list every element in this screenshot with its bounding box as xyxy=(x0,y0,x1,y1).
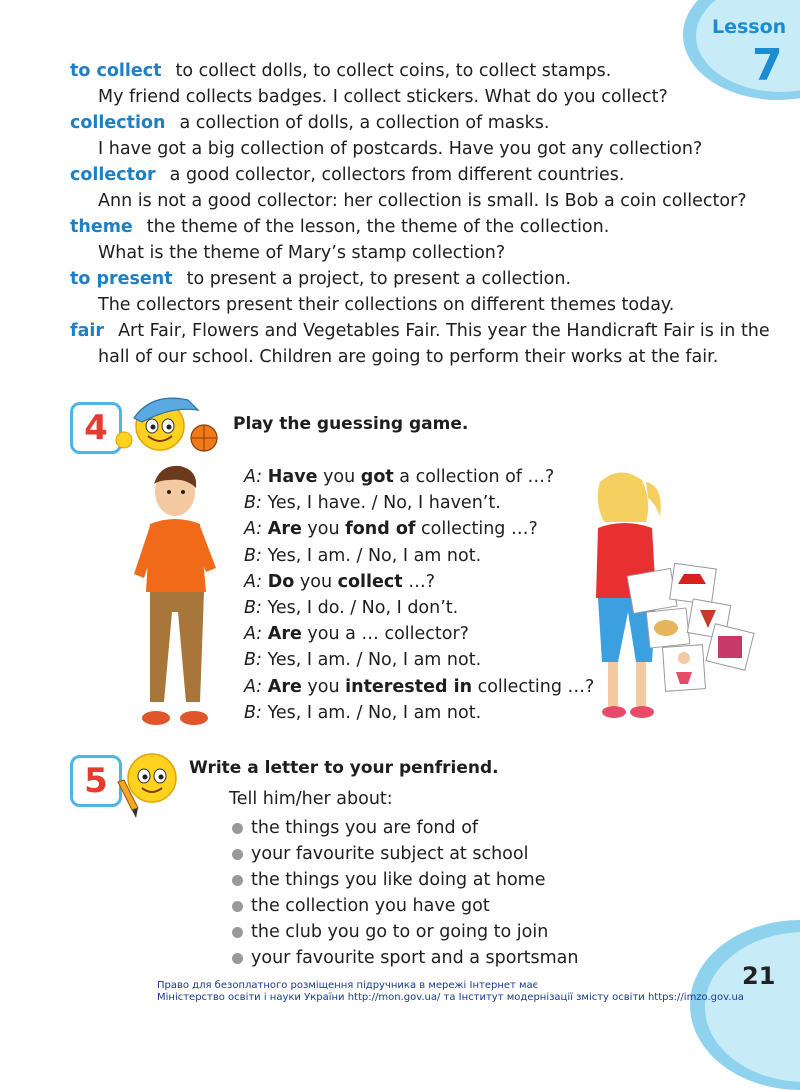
bullet-dot xyxy=(232,927,243,938)
task-5-number: 5 xyxy=(70,755,122,807)
dialog-line xyxy=(244,674,594,700)
vocab-definition: a collection of dolls, a collection of masks. xyxy=(179,113,550,133)
dialog-speaker: A: xyxy=(244,624,263,645)
smiley-pencil-icon xyxy=(112,748,184,820)
dialog-line xyxy=(244,516,594,542)
dialog-keyword: Are xyxy=(267,676,302,697)
dialog-text: you xyxy=(317,467,361,487)
dialog-line xyxy=(244,595,594,621)
vocab-example: I have got a big collection of postcards. Have you got any collection? xyxy=(98,139,703,159)
guessing-game-dialog xyxy=(244,464,594,726)
letter-topic-item xyxy=(232,815,579,841)
dialog-speaker: A: xyxy=(244,676,263,697)
bullet-dot xyxy=(232,823,243,834)
vocab-definition: to present a project, to present a collection. xyxy=(186,269,572,289)
vocabulary-list xyxy=(70,58,770,370)
dialog-text: you xyxy=(294,571,338,592)
letter-topic-item xyxy=(232,867,579,893)
footer-line-1: Право для безоплатного розміщення підручника в мережі Інтернет має xyxy=(157,980,539,991)
dialog-line xyxy=(244,464,594,490)
vocab-example: What is the theme of Mary’s stamp collection? xyxy=(98,243,506,263)
letter-topic-item xyxy=(232,893,579,919)
vocab-definition: Art Fair, Flowers and Vegetables Fair. This year the Handicraft Fair is in the xyxy=(118,321,770,341)
task-5-title: Write a letter to your penfriend. xyxy=(189,758,499,778)
vocab-example: Ann is not a good collector: her collection is small. Is Bob a coin collector? xyxy=(98,191,747,211)
vocab-entry xyxy=(70,214,770,240)
dialog-keyword: collect xyxy=(337,571,403,592)
letter-topics-list xyxy=(232,815,579,971)
dialog-speaker: A: xyxy=(244,571,263,592)
dialog-line xyxy=(244,490,594,516)
vocab-example: My friend collects badges. I collect stickers. What do you collect? xyxy=(98,87,668,107)
dialog-text: collecting …? xyxy=(415,519,538,540)
letter-topic-item xyxy=(232,945,579,971)
dialog-line xyxy=(244,621,594,647)
vocab-entry xyxy=(70,110,770,136)
letter-topic-text: the collection you have got xyxy=(251,896,490,916)
bullet-dot xyxy=(232,875,243,886)
dialog-keyword: got xyxy=(360,467,394,487)
bullet-dot xyxy=(232,901,243,912)
dialog-text: Yes, I am. / No, I am not. xyxy=(267,545,482,566)
dialog-keyword: Have xyxy=(267,467,318,487)
letter-topic-text: your favourite subject at school xyxy=(251,844,529,864)
vocab-example: The collectors present their collections on different themes today. xyxy=(98,295,675,315)
dialog-text: you xyxy=(301,676,346,697)
task-5-intro: Tell him/her about: xyxy=(229,789,393,809)
dialog-speaker: B: xyxy=(244,598,262,619)
bullet-dot xyxy=(232,849,243,860)
dialog-text: Yes, I am. / No, I am not. xyxy=(267,702,482,723)
dialog-text: …? xyxy=(402,571,435,592)
vocab-term: to present xyxy=(70,269,173,289)
bullet-dot xyxy=(232,953,243,964)
dialog-speaker: B: xyxy=(244,702,262,723)
vocab-example: hall of our school. Children are going to perform their works at the fair. xyxy=(98,347,719,367)
dialog-keyword: Do xyxy=(267,571,295,592)
copyright-footer xyxy=(157,980,744,1004)
dialog-keyword: interested in xyxy=(345,676,473,697)
dialog-keyword: fond of xyxy=(345,519,416,540)
dialog-speaker: A: xyxy=(244,467,263,487)
dialog-line xyxy=(244,647,594,673)
lesson-label: Lesson xyxy=(712,16,787,38)
vocab-entry xyxy=(70,58,770,84)
vocab-entry xyxy=(70,162,770,188)
dialog-speaker: B: xyxy=(244,545,262,566)
vocab-entry xyxy=(70,266,770,292)
vocab-definition: a good collector, collectors from different countries. xyxy=(169,165,625,185)
dialog-speaker: B: xyxy=(244,493,262,514)
dialog-line xyxy=(244,700,594,726)
dialog-keyword: Are xyxy=(267,519,302,540)
lesson-number: 7 xyxy=(752,40,783,91)
letter-topic-text: the things you like doing at home xyxy=(251,870,546,890)
vocab-definition: the theme of the lesson, the theme of the collection. xyxy=(146,217,610,237)
smiley-cap-icon xyxy=(112,388,222,458)
letter-topic-text: your favourite sport and a sportsman xyxy=(251,948,579,968)
vocab-term: theme xyxy=(70,217,133,237)
vocab-term: collector xyxy=(70,165,156,185)
dialog-keyword: Are xyxy=(267,624,302,645)
vocab-entry xyxy=(70,318,770,344)
dialog-text: collecting …? xyxy=(472,676,595,697)
letter-topic-item xyxy=(232,919,579,945)
dialog-text: a collection of …? xyxy=(393,467,555,487)
boy-illustration xyxy=(120,462,230,737)
task-4-title: Play the guessing game. xyxy=(233,414,469,434)
vocab-term: fair xyxy=(70,321,105,341)
vocab-term: to collect xyxy=(70,61,162,81)
dialog-text: Yes, I have. / No, I haven’t. xyxy=(267,493,501,514)
letter-topic-text: the things you are fond of xyxy=(251,818,479,838)
page-number: 21 xyxy=(742,962,776,990)
letter-topic-text: the club you go to or going to join xyxy=(251,922,549,942)
dialog-speaker: B: xyxy=(244,650,262,671)
dialog-line xyxy=(244,543,594,569)
dialog-line xyxy=(244,569,594,595)
dialog-text: you xyxy=(301,519,346,540)
dialog-text: Yes, I am. / No, I am not. xyxy=(267,650,482,671)
dialog-text: you a … collector? xyxy=(301,624,469,645)
dialog-speaker: A: xyxy=(244,519,263,540)
letter-topic-item xyxy=(232,841,579,867)
vocab-term: collection xyxy=(70,113,166,133)
dialog-text: Yes, I do. / No, I don’t. xyxy=(267,598,459,619)
footer-line-2: Міністерство освіти і науки України http://mon.gov.ua/ та Інститут модернізації змісту освіти https://imzo.gov.ua xyxy=(157,992,744,1003)
vocab-definition: to collect dolls, to collect coins, to collect stamps. xyxy=(175,61,612,81)
task-4-number: 4 xyxy=(70,402,122,454)
